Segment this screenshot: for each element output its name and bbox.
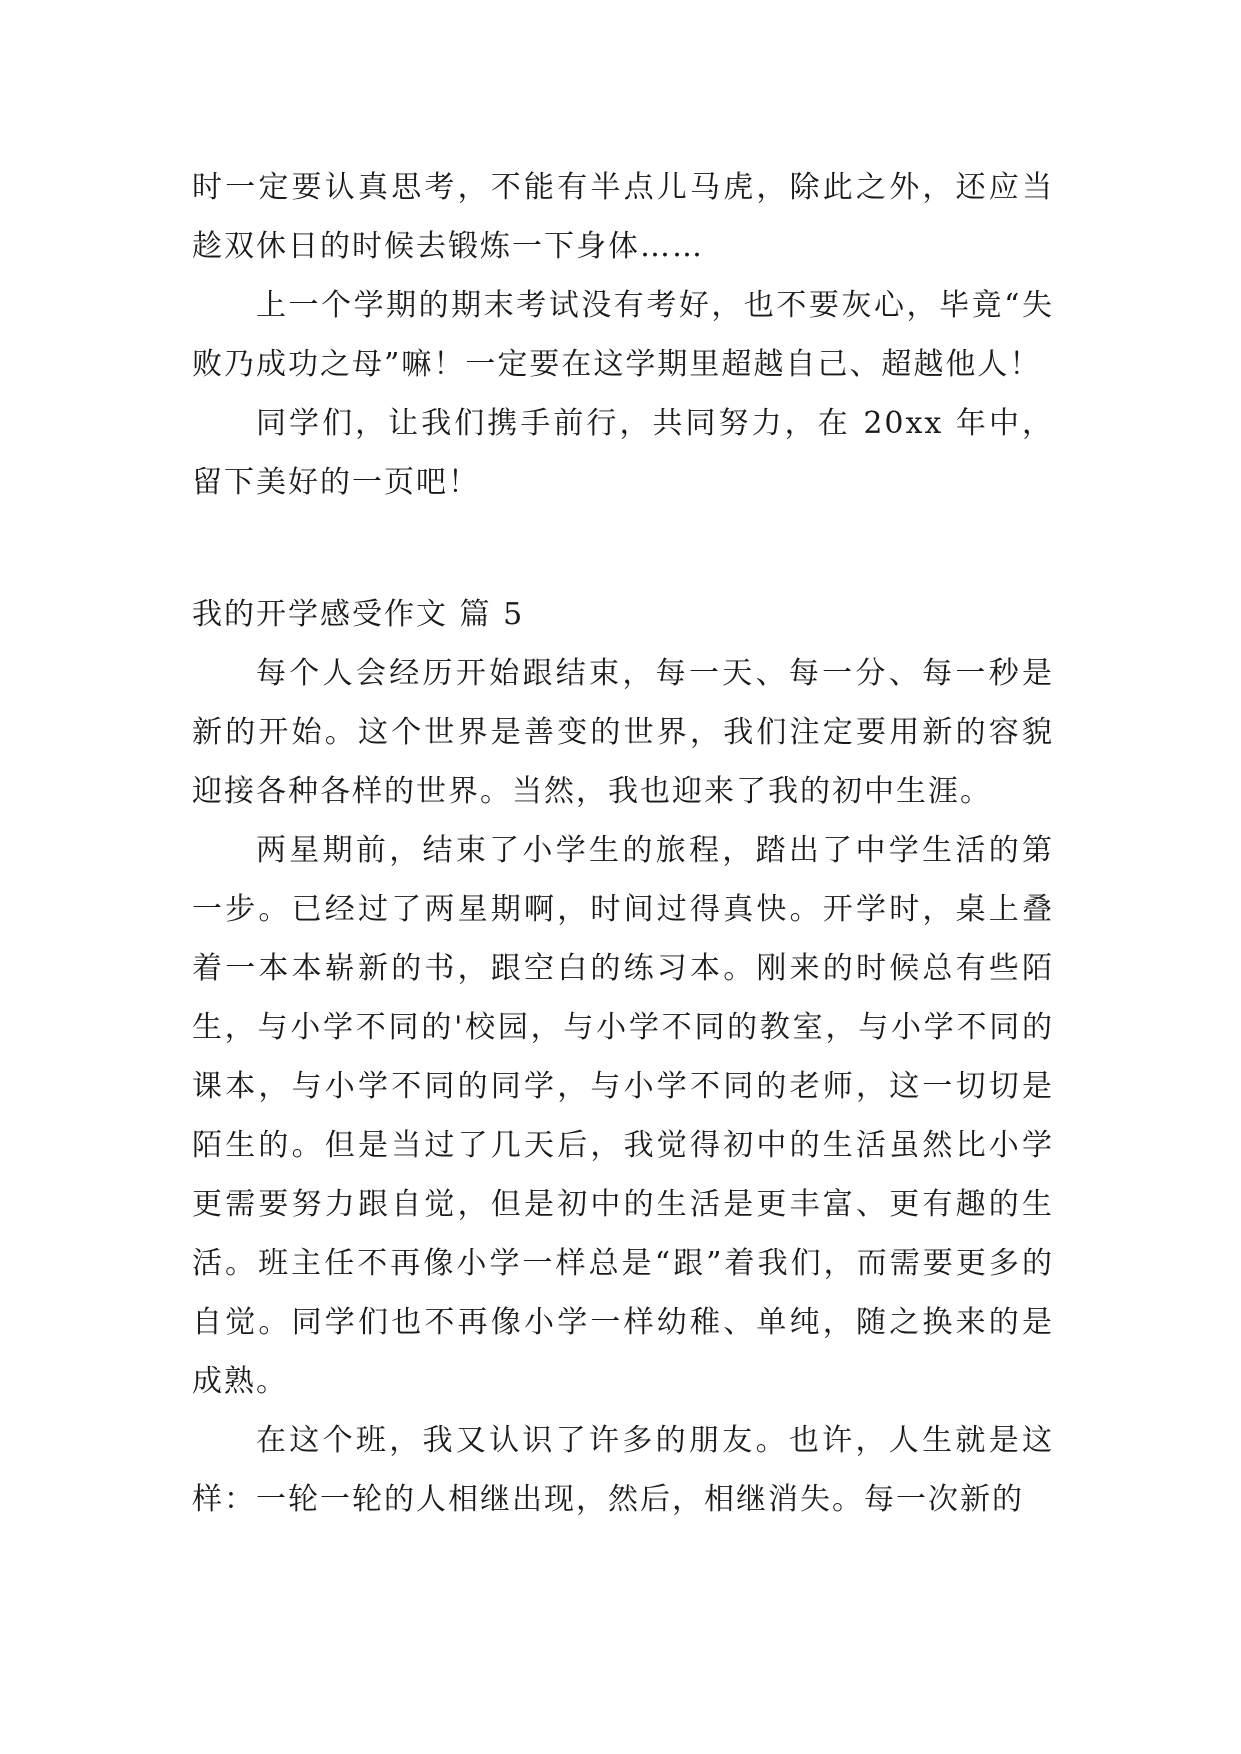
section-heading: 我的开学感受作文 篇 5 (192, 597, 525, 632)
paragraph-new-friends: 在这个班，我又认识了许多的朋友。也许，人生就是这样：一轮一轮的人相继出现，然后，相继消失。每一次新的 (192, 1423, 1054, 1517)
section-spacer (192, 512, 1054, 585)
paragraph-exam-advice: 上一个学期的期末考试没有考好，也不要灰心，毕竟“失败乃成功之母”嘛！一定要在这学期里超越自己、超越他人！ (192, 288, 1054, 382)
paragraph-new-beginnings: 每个人会经历开始跟结束，每一天、每一分、每一秒是新的开始。这个世界是善变的世界，我们注定要用新的容貌迎接各种各样的世界。当然，我也迎来了我的初中生涯。 (192, 656, 1054, 809)
paragraph-closing-call: 同学们，让我们携手前行，共同努力，在 20xx 年中，留下美好的一页吧！ (192, 406, 1054, 500)
paragraph-continuation: 时一定要认真思考，不能有半点儿马虎，除此之外，还应当趁双休日的时候去锻炼一下身体…… (192, 170, 1054, 264)
paragraph-middle-school-life: 两星期前，结束了小学生的旅程，踏出了中学生活的第一步。已经过了两星期啊，时间过得真快。开学时，桌上叠着一本本崭新的书，跟空白的练习本。刚来的时候总有些陌生，与小学不同的'校园，与小学不同的教室，与小学不同的课本，与小学不同的同学，与小学不同的老师，这一切切是陌生的。但是当过了几天后，我觉得初中的生活虽然比小学更需要努力跟自觉，但是初中的生活是更丰富、更有趣的生活。班主任不再像小学一样总是“跟”着我们，而需要更多的自觉。同学们也不再像小学一样幼稚、单纯，随之换来的是成熟。 (192, 833, 1054, 1399)
document-body (192, 158, 1054, 1529)
